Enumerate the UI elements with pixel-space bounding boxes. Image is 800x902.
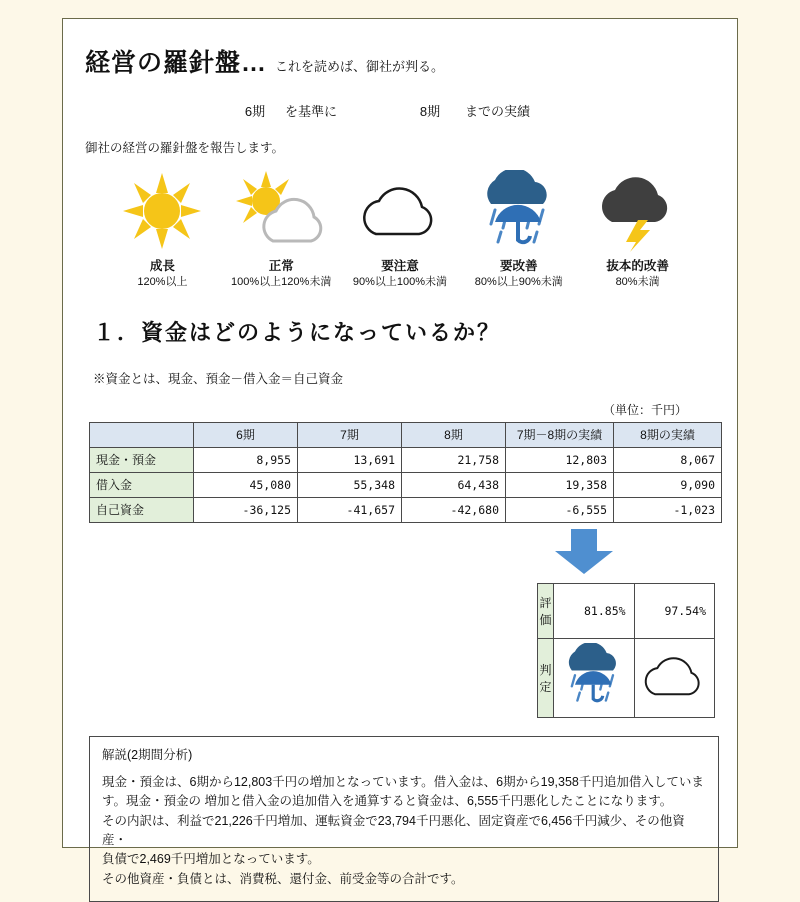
table-row <box>90 472 722 497</box>
table-row <box>90 447 722 472</box>
column-header: 7期 <box>298 422 402 447</box>
row-label: 借入金 <box>90 472 194 497</box>
cell-value: -41,657 <box>298 497 402 522</box>
column-header: 8期 <box>402 422 506 447</box>
base-period-label: を基準に <box>285 104 338 119</box>
legend-item <box>222 170 341 290</box>
legend-label: 正常 <box>268 259 294 273</box>
cell-value: -42,680 <box>402 497 506 522</box>
legend-label: 要改善 <box>500 259 538 273</box>
table-header-row <box>90 422 722 447</box>
commentary-line: その内訳は、利益で21,226千円増加、運転資金で23,794千円悪化、固定資産で6,456千円減少、その他資産・ <box>102 813 685 847</box>
document-header <box>85 43 715 79</box>
end-period-label: までの実績 <box>465 104 531 119</box>
rain-umbrella-icon <box>459 170 578 252</box>
cell-value: -1,023 <box>614 497 722 522</box>
judgement-icon-cell <box>634 638 714 717</box>
cell-value: 9,090 <box>614 472 722 497</box>
cell-value: 45,080 <box>194 472 298 497</box>
legend-label: 要注意 <box>381 259 419 273</box>
financial-table <box>89 422 722 523</box>
legend-range: 80%未満 <box>615 276 660 288</box>
legend-item <box>578 170 697 290</box>
end-period-value: 8期 <box>419 104 441 119</box>
legend-range: 80%以上90%未満 <box>474 276 563 288</box>
cell-value: 19,358 <box>506 472 614 497</box>
arrow-area <box>85 523 715 583</box>
evaluation-label: 評価 <box>538 583 554 638</box>
commentary-box <box>89 736 719 902</box>
page-title: 経営の羅針盤… <box>85 49 268 77</box>
legend-range: 100%以上120%未満 <box>231 276 332 288</box>
legend-item <box>103 170 222 290</box>
unit-label: （単位：千円） <box>602 402 687 417</box>
sun-icon <box>103 170 222 252</box>
cell-value: 21,758 <box>402 447 506 472</box>
page-subtitle: これを読めば、御社が判る。 <box>275 59 445 74</box>
legend-range: 120%以上 <box>137 276 188 288</box>
commentary-line: 負債で2,469千円増加となっています。 <box>102 852 320 867</box>
legend-label: 抜本的改善 <box>606 259 669 273</box>
cell-value: 13,691 <box>298 447 402 472</box>
cell-value: -6,555 <box>506 497 614 522</box>
commentary-line: す。現金・預金の 増加と借入金の追加借入を通算すると資金は、6,555千円悪化したことになります。 <box>102 794 673 809</box>
commentary-line: 現金・預金は、6期から12,803千円の増加となっています。借入金は、6期から19,358千円追加借入していま <box>102 774 704 789</box>
cell-value: 8,067 <box>614 447 722 472</box>
evaluation-table <box>537 583 715 718</box>
cell-value: 8,955 <box>194 447 298 472</box>
period-row <box>85 101 715 120</box>
column-header: 7期－8期の実績 <box>506 422 614 447</box>
column-header: 8期の実績 <box>614 422 722 447</box>
cloud-icon <box>636 693 712 707</box>
document-page <box>62 18 738 886</box>
cell-value: 64,438 <box>402 472 506 497</box>
base-period-value: 6期 <box>244 104 266 119</box>
legend-item <box>341 170 460 290</box>
weather-legend <box>103 170 697 290</box>
judgement-label: 判定 <box>538 638 554 717</box>
section-note: ※資金とは、現金、預金－借入金＝自己資金 <box>93 371 344 386</box>
legend-range: 90%以上100%未満 <box>352 276 448 288</box>
column-header: 6期 <box>194 422 298 447</box>
table-row <box>90 497 722 522</box>
legend-label: 成長 <box>149 259 175 273</box>
commentary-line: その他資産・負債とは、消費税、還付金、前受金等の合計です。 <box>102 871 464 886</box>
commentary-title: 解説(2期間分析) <box>102 747 193 762</box>
cell-value: 55,348 <box>298 472 402 497</box>
cell-value: 12,803 <box>506 447 614 472</box>
legend-item <box>459 170 578 290</box>
row-label: 現金・預金 <box>90 447 194 472</box>
column-header <box>90 422 194 447</box>
evaluation-value: 81.85% <box>554 583 634 638</box>
cloud-icon <box>341 170 460 252</box>
judgement-row <box>538 638 715 717</box>
thunder-cloud-icon <box>578 170 697 252</box>
sun-behind-cloud-icon <box>222 170 341 252</box>
judgement-icon-cell <box>554 638 634 717</box>
down-arrow-icon <box>553 529 615 580</box>
evaluation-row <box>538 583 715 638</box>
section-heading: １．資金はどのようになっているか？ <box>93 319 502 345</box>
evaluation-value: 97.54% <box>634 583 714 638</box>
report-line: 御社の経営の羅針盤を報告します。 <box>85 141 285 155</box>
cell-value: -36,125 <box>194 497 298 522</box>
rain-umbrella-icon <box>556 698 632 712</box>
row-label: 自己資金 <box>90 497 194 522</box>
